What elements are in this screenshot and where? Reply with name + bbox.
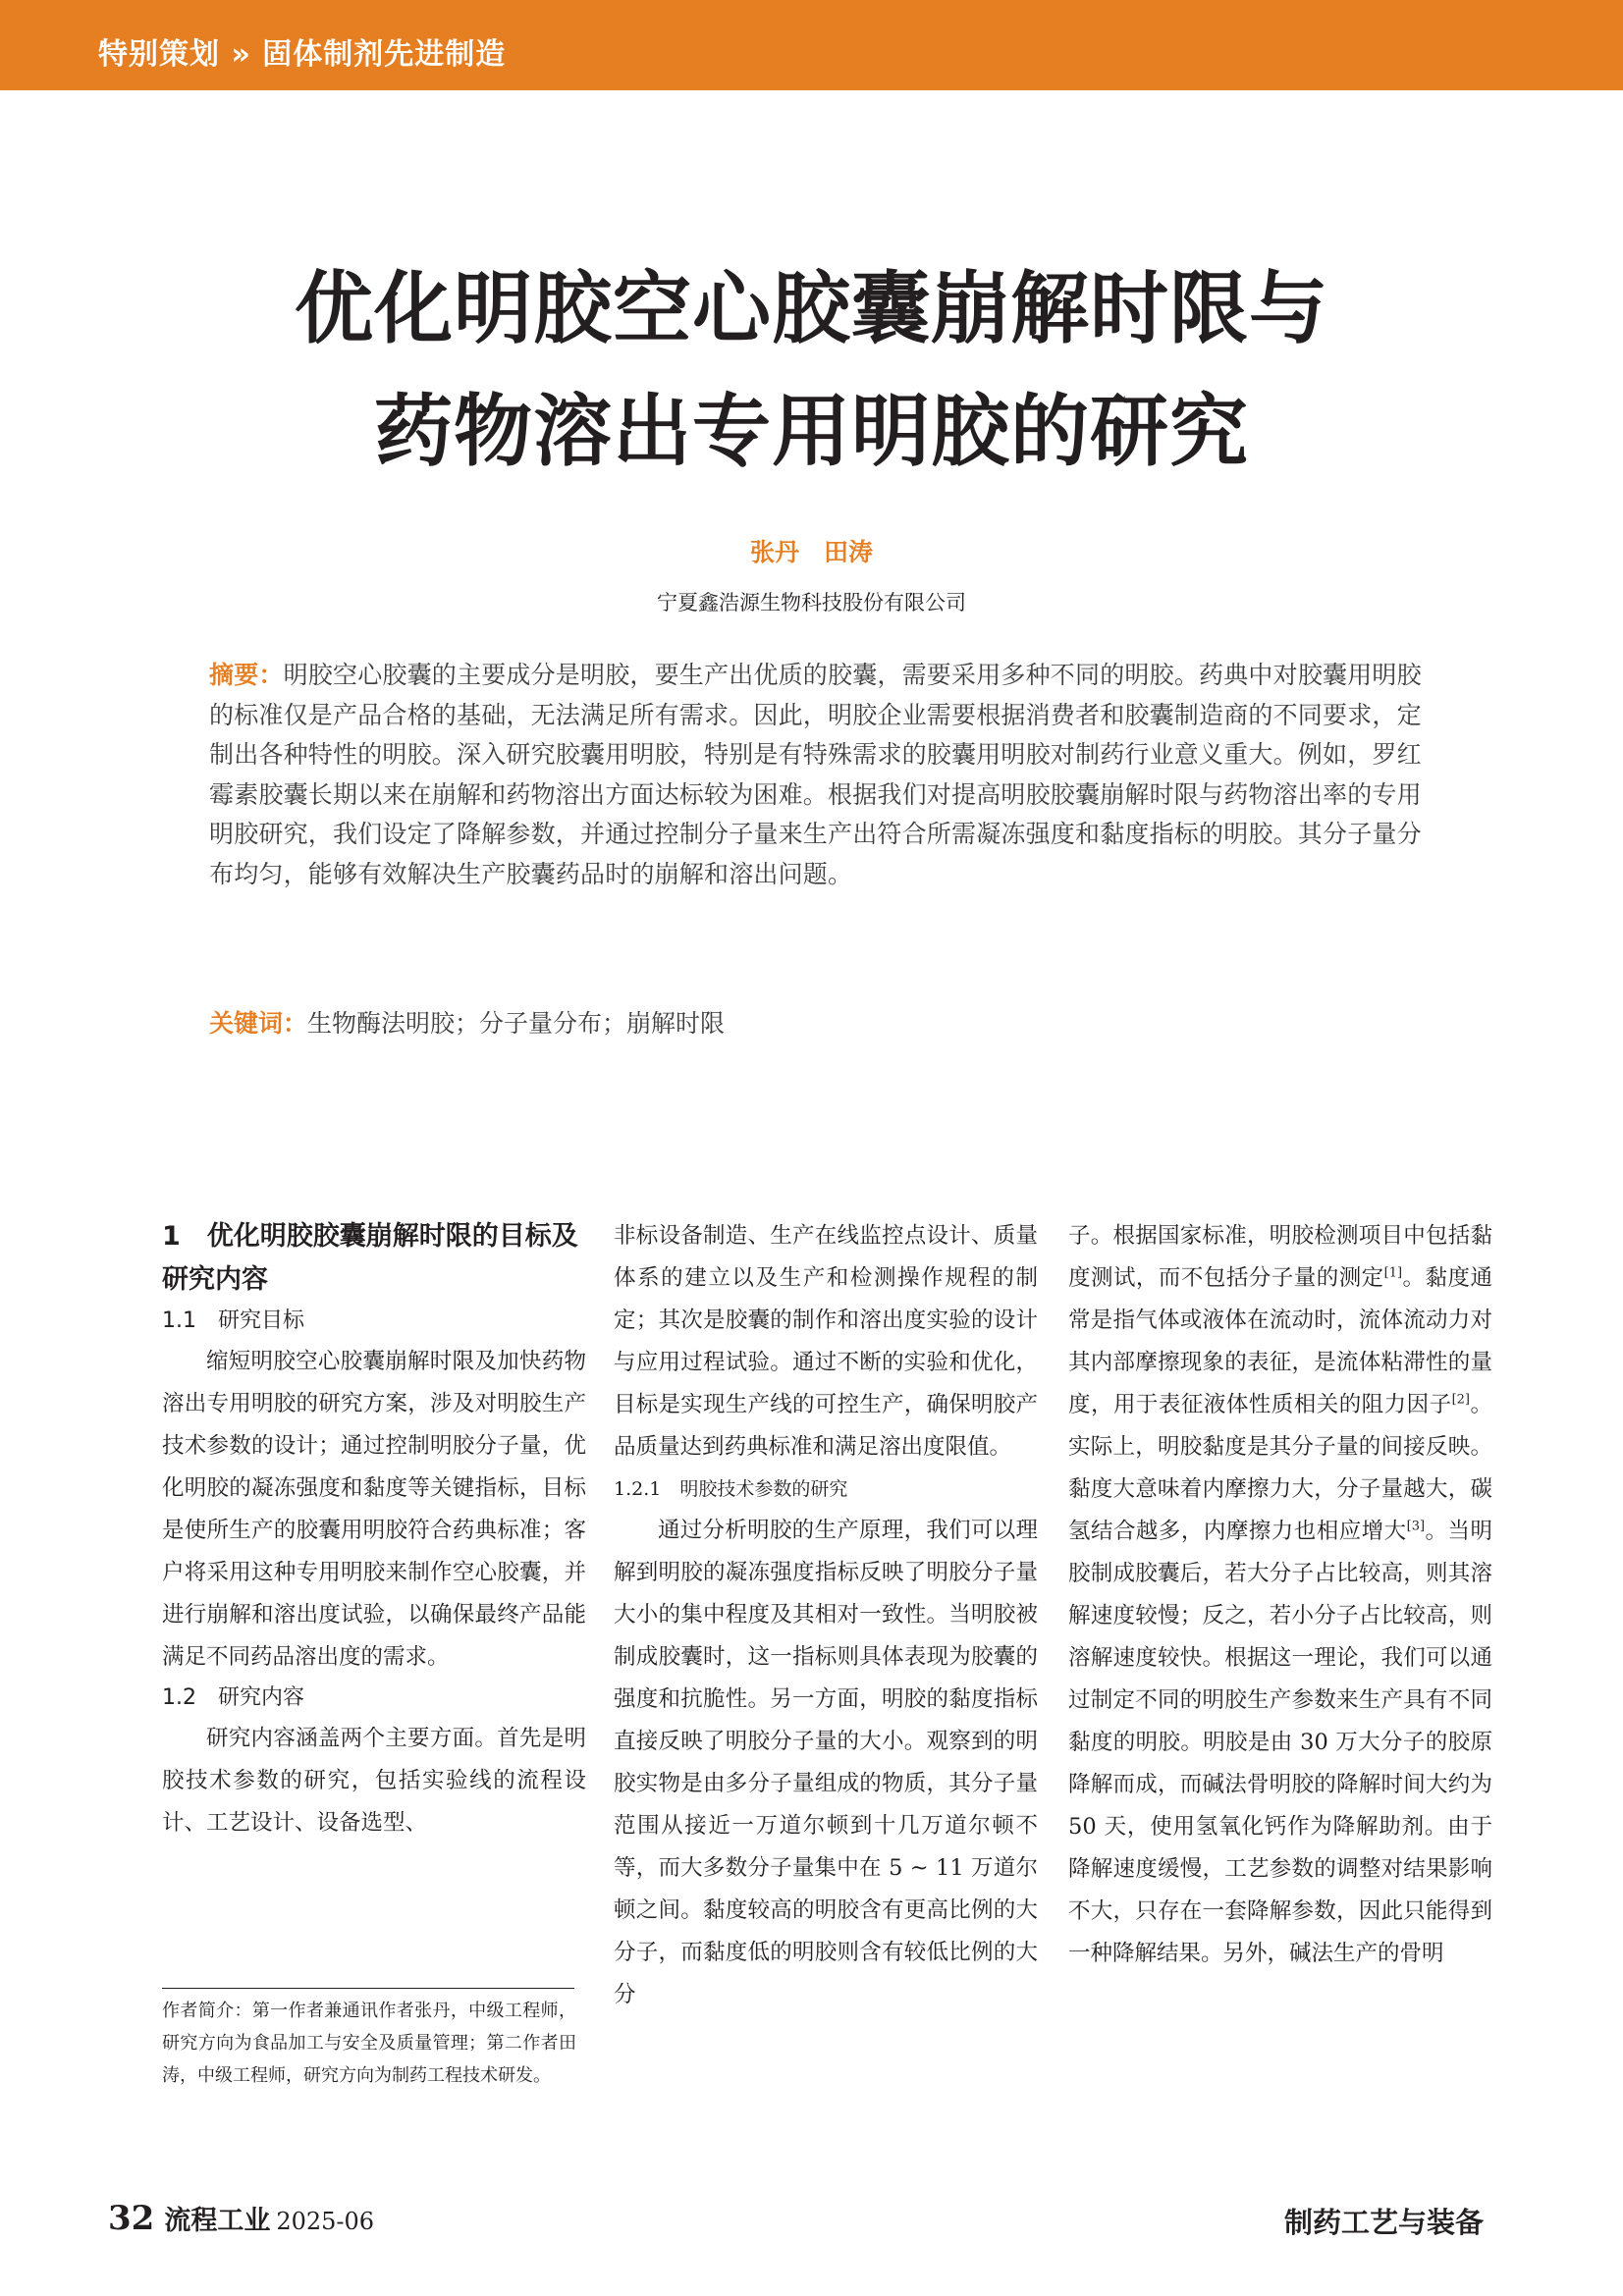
citation-3: [3] xyxy=(1406,1519,1426,1534)
footer-section-name: 制药工艺与装备 xyxy=(1283,2206,1484,2239)
section-banner-label: 特别策划 » 固体制剂先进制造 xyxy=(98,37,507,72)
abstract xyxy=(209,656,1436,894)
page-footer-left xyxy=(108,2199,374,2238)
issue-date: 2025-06 xyxy=(276,2208,375,2235)
article-title-line-1: 优化明胶空心胶囊崩解时限与 xyxy=(295,263,1328,354)
header-banner xyxy=(0,0,1623,90)
column-right xyxy=(1068,1215,1492,1975)
section-heading-1-1: 1.1 研究目标 xyxy=(162,1308,304,1333)
paragraph-gelatin-parameters: 通过分析明胶的生产原理，我们可以理解到明胶的凝冻强度指标反映了明胶分子量大小的集中程度及其相对一致性。当明胶被制成胶囊时，这一指标则具体表现为胶囊的强度和抗脆性。另一方面，明胶的黏度指标直接反映了明胶分子量的大小。观察到的明胶实物是由多分子量组成的物质，其分子量范围从接近一万道尔顿到十几万道尔顿不等，而大多数分子量集中在 5 ~ 11 万道尔顿之间。黏度较高的明胶含有更高比例的大分子，而黏度低的明胶则含有较低比例的大分 xyxy=(614,1518,1038,2007)
section-heading-1: 1 优化明胶胶囊崩解时限的目标及研究内容 xyxy=(162,1221,578,1295)
paragraph-gelatin-parameters-cont: 子。根据国家标准，明胶检测项目中包括黏度测试，而不包括分子量的测定[1]。黏度通常是指气体或液体在流动时，流体流动力对其内部摩擦现象的表征，是流体粘滞性的量度，用于表征液体性质相关的阻力因子[2]。实际上，明胶黏度是其分子量的间接反映。黏度大意味着内摩擦力大，分子量越大，碳氢结合越多，内摩擦力也相应增大[3]。当明胶制成胶囊后，若大分子占比较高，则其溶解速度较慢；反之，若小分子占比较高，则溶解速度较快。根据这一理论，我们可以通过制定不同的明胶生产参数来生产具有不同黏度的明胶。明胶是由 30 万大分子的胶原降解而成，而碱法骨明胶的降解时间大约为 50 天，使用氢氧化钙作为降解助剂。由于降解速度缓慢，工艺参数的调整对结果影响不大，只存在一套降解参数，因此只能得到一种降解结果。另外，碱法生产的骨明 xyxy=(1068,1223,1492,1966)
column-middle xyxy=(614,1215,1038,2016)
affiliation: 宁夏鑫浩源生物科技股份有限公司 xyxy=(657,591,966,614)
citation-2: [2] xyxy=(1451,1392,1470,1408)
authors: 张丹 田涛 xyxy=(749,538,873,566)
article-title-line-2: 药物溶出专用明胶的研究 xyxy=(374,386,1249,477)
author-footnote: 作者简介：第一作者兼通讯作者张丹，中级工程师，研究方向为食品加工与安全及质量管理；第二作者田涛，中级工程师，研究方向为制药工程技术研发。 xyxy=(162,2001,576,2086)
keywords xyxy=(209,1004,1436,1043)
paragraph-research-content-cont: 非标设备制造、生产在线监控点设计、质量体系的建立以及生产和检测操作规程的制定；其次是胶囊的制作和溶出度实验的设计与应用过程试验。通过不断的实验和优化，目标是实现生产线的可控生产，确保明胶产品质量达到药典标准和满足溶出度限值。 xyxy=(614,1223,1038,1460)
paragraph-research-content: 研究内容涵盖两个主要方面。首先是明胶技术参数的研究，包括实验线的流程设计、工艺设计、设备选型、 xyxy=(162,1726,586,1836)
paragraph-research-goal: 缩短明胶空心胶囊崩解时限及加快药物溶出专用明胶的研究方案，涉及对明胶生产技术参数的设计；通过控制明胶分子量，优化明胶的凝冻强度和黏度等关键指标，目标是使所生产的胶囊用明胶符合药典标准；客户将采用这种专用明胶来制作空心胶囊，并进行崩解和溶出度试验，以确保最终产品能满足不同药品溶出度的需求。 xyxy=(162,1349,586,1670)
keywords-text: 生物酶法明胶；分子量分布；崩解时限 xyxy=(307,1009,726,1038)
section-heading-1-2: 1.2 研究内容 xyxy=(162,1685,304,1710)
keywords-label: 关键词： xyxy=(209,1009,308,1038)
page-number: 32 xyxy=(108,2199,155,2238)
section-heading-1-2-1: 1.2.1 明胶技术参数的研究 xyxy=(614,1478,848,1500)
footnote-divider xyxy=(162,1988,574,1989)
citation-1: [1] xyxy=(1383,1265,1403,1281)
abstract-text: 明胶空心胶囊的主要成分是明胶，要生产出优质的胶囊，需要采用多种不同的明胶。药典中对胶囊用明胶的标准仅是产品合格的基础，无法满足所有需求。因此，明胶企业需要根据消费者和胶囊制造商的不同要求，定制出各种特性的明胶。深入研究胶囊用明胶，特别是有特殊需求的胶囊用明胶对制药行业意义重大。例如，罗红霉素胶囊长期以来在崩解和药物溶出方面达标较为困难。根据我们对提高明胶胶囊崩解时限与药物溶出率的专用明胶研究，我们设定了降解参数，并通过控制分子量来生产出符合所需凝冻强度和黏度指标的明胶。其分子量分布均匀，能够有效解决生产胶囊药品时的崩解和溶出问题。 xyxy=(209,661,1422,888)
column-left xyxy=(162,1215,586,1844)
abstract-label: 摘要： xyxy=(209,661,284,689)
journal-name: 流程工业 xyxy=(164,2206,271,2236)
